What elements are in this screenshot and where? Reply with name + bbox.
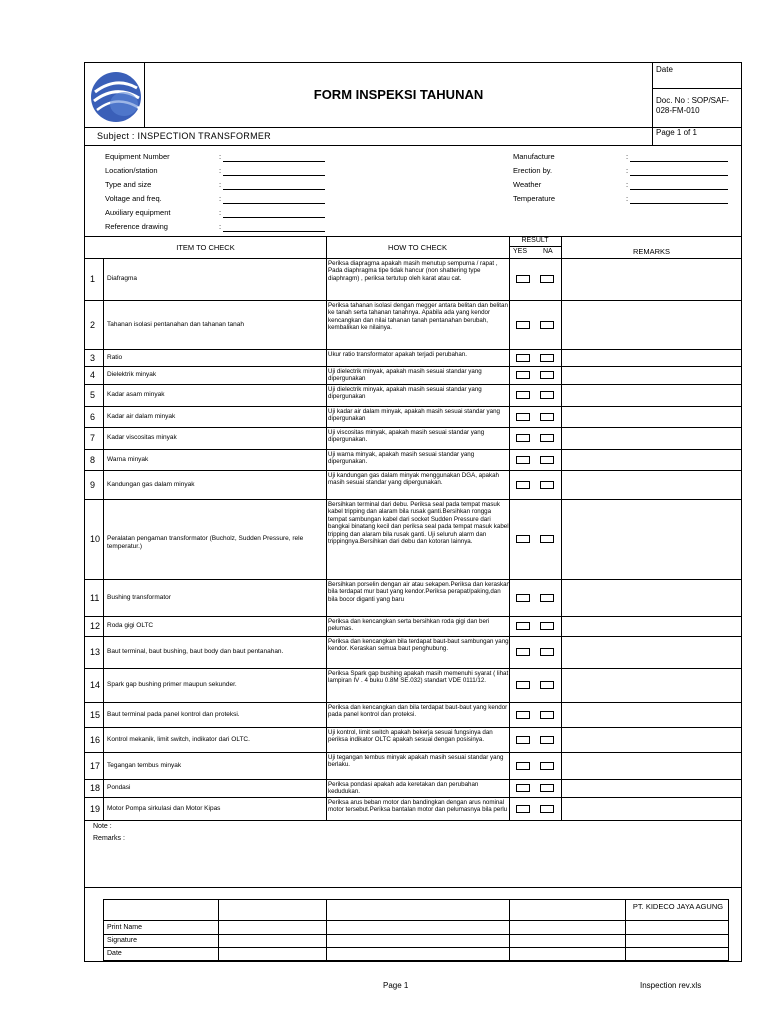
na-header: NA bbox=[543, 248, 553, 255]
row-how-to-check: Uji viscositas minyak, apakah masih sesuai standar yang dipergunakan. bbox=[328, 429, 485, 444]
row-item: Tahanan isolasi pentanahan dan tahanan tanah bbox=[107, 320, 244, 328]
yes-checkbox[interactable] bbox=[516, 805, 530, 813]
yes-checkbox[interactable] bbox=[516, 648, 530, 656]
row-remarks-cell[interactable] bbox=[562, 703, 741, 726]
remarks-header: REMARKS bbox=[632, 247, 671, 256]
na-checkbox[interactable] bbox=[540, 762, 554, 770]
field-input-line[interactable] bbox=[630, 161, 728, 162]
field-label: Reference drawing bbox=[105, 222, 168, 231]
na-checkbox[interactable] bbox=[540, 681, 554, 689]
row-number: 6 bbox=[90, 411, 96, 422]
field-label: Manufacture bbox=[513, 152, 555, 161]
na-checkbox[interactable] bbox=[540, 321, 554, 329]
row-number: 11 bbox=[90, 592, 100, 603]
form-title: FORM INSPEKSI TAHUNAN bbox=[313, 87, 484, 102]
field-input-line[interactable] bbox=[223, 217, 325, 218]
na-checkbox[interactable] bbox=[540, 622, 554, 630]
field-colon: : bbox=[219, 166, 222, 175]
na-checkbox[interactable] bbox=[540, 648, 554, 656]
row-number: 19 bbox=[90, 803, 101, 814]
row-item: Roda gigi OLTC bbox=[107, 622, 154, 629]
yes-checkbox[interactable] bbox=[516, 481, 530, 489]
footer-filename: Inspection rev.xls bbox=[640, 981, 702, 990]
footer-page: Page 1 bbox=[383, 981, 409, 990]
row-how-to-check: Uji warna minyak, apakah masih sesuai standar yang dipergunakan. bbox=[328, 451, 475, 466]
yes-checkbox[interactable] bbox=[516, 784, 530, 792]
yes-checkbox[interactable] bbox=[516, 275, 530, 283]
row-number: 16 bbox=[90, 734, 101, 745]
row-how-to-check: Periksa arus beban motor dan bandingkan dengan arus nominal motor tersebut.Periksa bantalan motor dan pelumasnya bila perlu bbox=[328, 799, 508, 814]
result-header: RESULT bbox=[521, 237, 549, 244]
row-number: 10 bbox=[90, 534, 101, 544]
row-how-to-check: Uji kandungan gas dalam minyak menggunakan DGA, apakah masih sesuai standar yang dipergunakan. bbox=[328, 472, 499, 487]
row-remarks-cell[interactable] bbox=[562, 669, 741, 701]
yes-checkbox[interactable] bbox=[516, 736, 530, 744]
na-checkbox[interactable] bbox=[540, 711, 554, 719]
field-input-line[interactable] bbox=[223, 189, 325, 190]
yes-checkbox[interactable] bbox=[516, 434, 530, 442]
row-number: 2 bbox=[90, 319, 96, 330]
field-input-line[interactable] bbox=[223, 203, 325, 204]
field-label: Temperature bbox=[513, 194, 556, 203]
row-how-to-check: Bersihkan terminal dari debu. Periksa seal pada tempat masuk kabel tripping dan alaram bila rusak ganti.Bersihkan rongga tempat sambungan kabel dari socket Sudden Pressure dari bangkai binatang kecil dan periksa seal pada tempat masuk kabel tripping dan alaram bila rusak ganti. Uji seluruh alarm dan trippingnya.Bersihkan dari debu dan kotoran lainnya. bbox=[328, 501, 509, 546]
row-item: Pondasi bbox=[107, 784, 131, 791]
field-colon: : bbox=[219, 208, 222, 217]
row-how-to-check: Periksa pondasi apakah ada keretakan dan perubahan kedudukan. bbox=[328, 781, 479, 796]
row-number: 13 bbox=[90, 647, 101, 657]
na-checkbox[interactable] bbox=[540, 805, 554, 813]
yes-checkbox[interactable] bbox=[516, 371, 530, 379]
print-name-label: Print Name bbox=[107, 924, 143, 931]
company-logo bbox=[89, 68, 143, 126]
row-item: Ratio bbox=[107, 353, 123, 361]
field-colon: : bbox=[626, 166, 629, 175]
row-remarks-cell[interactable] bbox=[562, 753, 741, 778]
date-label: Date bbox=[656, 65, 673, 74]
row-number: 18 bbox=[90, 783, 101, 793]
row-remarks-cell[interactable] bbox=[562, 728, 741, 751]
field-label: Type and size bbox=[105, 180, 152, 189]
yes-header: YES bbox=[513, 248, 528, 255]
row-item: Peralatan pengaman transformator (Bucholz, Sudden Pressure, rele temperatur.) bbox=[107, 535, 304, 550]
row-number: 1 bbox=[90, 274, 96, 284]
row-item: Dielektrik minyak bbox=[107, 371, 157, 378]
page-label: Page 1 of 1 bbox=[656, 128, 697, 137]
row-item: Bushing transformator bbox=[107, 593, 171, 601]
field-label: Erection by. bbox=[513, 166, 553, 175]
field-colon: : bbox=[626, 180, 629, 189]
na-checkbox[interactable] bbox=[540, 594, 554, 602]
row-item: Spark gap bushing primer maupun sekunder. bbox=[107, 681, 237, 688]
row-remarks-cell[interactable] bbox=[562, 500, 741, 578]
yes-checkbox[interactable] bbox=[516, 535, 530, 543]
row-remarks-cell[interactable] bbox=[562, 428, 741, 448]
na-checkbox[interactable] bbox=[540, 391, 554, 399]
doc-number: Doc. No : SOP/SAF-028-FM-010 bbox=[656, 96, 729, 115]
signature-label: Signature bbox=[107, 937, 137, 944]
field-colon: : bbox=[219, 180, 222, 189]
field-input-line[interactable] bbox=[630, 175, 728, 176]
row-number: 12 bbox=[90, 621, 101, 631]
row-remarks-cell[interactable] bbox=[562, 407, 741, 426]
row-remarks-cell[interactable] bbox=[562, 617, 741, 635]
na-checkbox[interactable] bbox=[540, 736, 554, 744]
row-remarks-cell[interactable] bbox=[562, 350, 741, 365]
row-how-to-check: Ukur ratio transformator apakah terjadi perubahan. bbox=[328, 351, 467, 358]
row-number: 4 bbox=[90, 370, 96, 380]
yes-checkbox[interactable] bbox=[516, 762, 530, 770]
row-how-to-check: Periksa tahanan isolasi dengan megger antara belitan dan belitan ke tanah serta tahanan tanahnya. Apabila ada yang kendor kencangkan dan nilai tahanan tanah pentanahan berubah, kembalikan ke nilainya. bbox=[328, 302, 508, 332]
row-item: Baut terminal pada panel kontrol dan proteksi. bbox=[107, 710, 240, 718]
row-remarks-cell[interactable] bbox=[562, 780, 741, 796]
row-how-to-check: Uji kontrol, limit switch apakah bekerja sesuai fungsinya dan periksa indikator OLTC apakah sesuai dengan posisinya. bbox=[328, 729, 493, 744]
row-item: Kontrol mekanik, limit switch, indikator dari OLTC. bbox=[107, 735, 250, 743]
row-number: 15 bbox=[90, 709, 101, 720]
row-number: 17 bbox=[90, 760, 101, 771]
subject-line: Subject : INSPECTION TRANSFORMER bbox=[97, 131, 271, 141]
row-how-to-check: Periksa dan kencangkan serta bersihkan roda gigi dan beri pelumas. bbox=[328, 618, 490, 633]
yes-checkbox[interactable] bbox=[516, 622, 530, 630]
row-number: 8 bbox=[90, 454, 96, 465]
yes-checkbox[interactable] bbox=[516, 391, 530, 399]
row-item: Motor Pompa sirkulasi dan Motor Kipas bbox=[107, 804, 221, 812]
yes-checkbox[interactable] bbox=[516, 321, 530, 329]
row-number: 3 bbox=[90, 352, 96, 363]
row-number: 14 bbox=[90, 680, 101, 690]
field-colon: : bbox=[219, 152, 222, 161]
yes-checkbox[interactable] bbox=[516, 681, 530, 689]
na-checkbox[interactable] bbox=[540, 784, 554, 792]
field-input-line[interactable] bbox=[223, 161, 325, 162]
na-checkbox[interactable] bbox=[540, 413, 554, 421]
row-how-to-check: Uji dielectrik minyak, apakah masih sesuai standar yang dipergunakan bbox=[328, 386, 482, 401]
field-label: Equipment Number bbox=[105, 152, 170, 161]
row-how-to-check: Periksa diapragma apakah masih menutup sempurna / rapat , Pada diaphragma tipe tidak hancur (non shattering type diaphragm) , periksa tertutup oleh karat atau cat. bbox=[328, 260, 498, 282]
note-label: Note : bbox=[93, 823, 112, 830]
row-number: 5 bbox=[90, 390, 96, 400]
row-item: Diafragma bbox=[107, 275, 137, 282]
field-label: Weather bbox=[513, 180, 542, 189]
yes-checkbox[interactable] bbox=[516, 711, 530, 719]
row-number: 9 bbox=[90, 479, 96, 490]
na-checkbox[interactable] bbox=[540, 354, 554, 362]
row-remarks-cell[interactable] bbox=[562, 301, 741, 348]
na-checkbox[interactable] bbox=[540, 456, 554, 464]
row-how-to-check: Periksa dan kencangkan bila terdapat baut-baut sambungan yang kendor. Keraskan semua baut penghubung. bbox=[328, 638, 509, 653]
field-label: Location/station bbox=[105, 166, 158, 175]
company-name: PT. KIDECO JAYA AGUNG bbox=[632, 902, 724, 911]
remarks-label: Remarks : bbox=[93, 835, 125, 842]
row-how-to-check: Bersihkan porselin dengan air atau sekapen.Periksa dan keraskan bila terdapat mur baut yang kendor.Periksa perapat/paking,dan bila bocor diganti yang baru bbox=[328, 581, 510, 603]
inspection-form bbox=[84, 62, 742, 962]
field-label: Voltage and freq. bbox=[105, 194, 162, 203]
yes-checkbox[interactable] bbox=[516, 354, 530, 362]
field-colon: : bbox=[219, 222, 222, 231]
na-checkbox[interactable] bbox=[540, 481, 554, 489]
row-remarks-cell[interactable] bbox=[562, 259, 741, 299]
na-checkbox[interactable] bbox=[540, 275, 554, 283]
row-remarks-cell[interactable] bbox=[562, 637, 741, 667]
row-how-to-check: Uji tegangan tembus minyak apakah masih sesuai standar yang berlaku. bbox=[328, 754, 504, 769]
row-item: Baut terminal, baut bushing, baut body dan baut pentanahan. bbox=[107, 648, 284, 655]
field-label: Auxiliary equipment bbox=[105, 208, 171, 217]
row-item: Kandungan gas dalam minyak bbox=[107, 480, 195, 488]
row-remarks-cell[interactable] bbox=[562, 367, 741, 383]
item-to-check-header: ITEM TO CHECK bbox=[176, 243, 235, 252]
row-item: Kadar asam minyak bbox=[107, 391, 165, 398]
na-checkbox[interactable] bbox=[540, 371, 554, 379]
yes-checkbox[interactable] bbox=[516, 456, 530, 464]
row-item: Kadar viscositas minyak bbox=[107, 434, 177, 441]
na-checkbox[interactable] bbox=[540, 434, 554, 442]
row-how-to-check: Uji kadar air dalam minyak, apakah masih sesuai standar yang dipergunakan bbox=[328, 408, 500, 423]
yes-checkbox[interactable] bbox=[516, 413, 530, 421]
row-how-to-check: Uji dielectrik minyak, apakah masih sesuai standar yang dipergunakan bbox=[328, 368, 482, 383]
row-item: Tegangan tembus minyak bbox=[107, 761, 182, 769]
field-input-line[interactable] bbox=[223, 175, 325, 176]
row-item: Kadar air dalam minyak bbox=[107, 412, 176, 420]
row-how-to-check: Periksa dan kencangkan dan bila terdapat baut-baut yang kendor pada panel kontrol dan proteksi. bbox=[328, 704, 508, 719]
field-colon: : bbox=[626, 152, 629, 161]
row-item: Warna minyak bbox=[107, 455, 149, 463]
field-colon: : bbox=[219, 194, 222, 203]
row-how-to-check: Periksa Spark gap bushing apakah masih memenuhi syarat ( lihat lampiran IV . 4 buku 0.8M SE.032) standart VDE 0111/12. bbox=[328, 670, 509, 685]
row-remarks-cell[interactable] bbox=[562, 471, 741, 498]
field-input-line[interactable] bbox=[630, 203, 728, 204]
row-remarks-cell[interactable] bbox=[562, 798, 741, 819]
how-to-check-header: HOW TO CHECK bbox=[388, 243, 447, 252]
field-input-line[interactable] bbox=[223, 231, 325, 232]
date-row-label: Date bbox=[107, 950, 122, 957]
na-checkbox[interactable] bbox=[540, 535, 554, 543]
field-input-line[interactable] bbox=[630, 189, 728, 190]
field-colon: : bbox=[626, 194, 629, 203]
row-remarks-cell[interactable] bbox=[562, 450, 741, 469]
row-number: 7 bbox=[90, 433, 96, 443]
row-remarks-cell[interactable] bbox=[562, 385, 741, 405]
yes-checkbox[interactable] bbox=[516, 594, 530, 602]
row-remarks-cell[interactable] bbox=[562, 580, 741, 615]
